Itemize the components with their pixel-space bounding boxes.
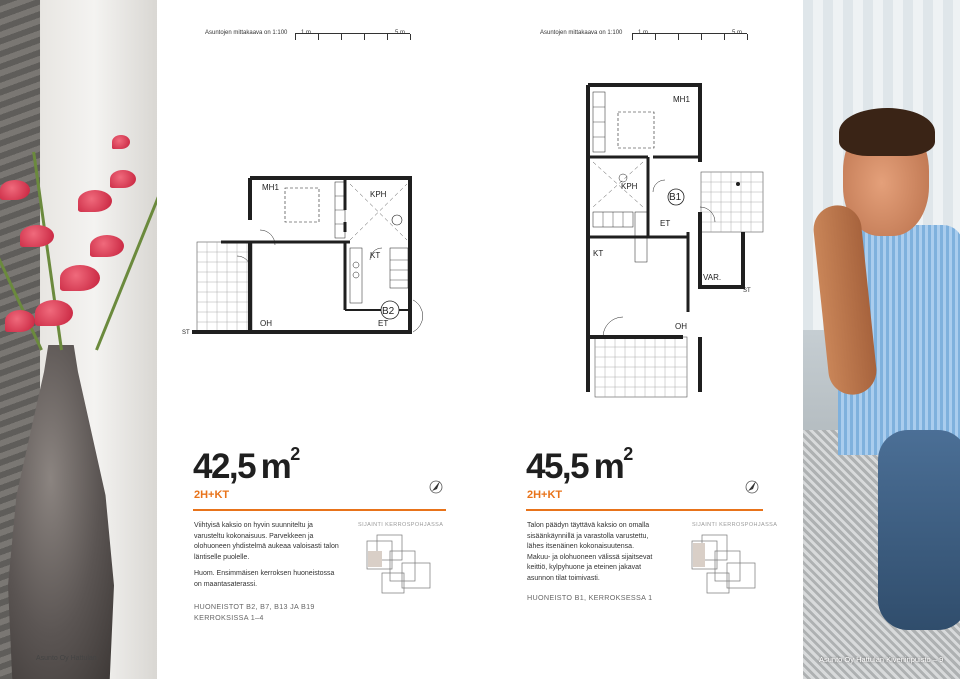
apartments-b: HUONEISTO B1, KERROKSESSA 1 (527, 593, 653, 602)
location-label-b: SIJAINTI KERROSPOHJASSA (692, 522, 778, 528)
room-et-b: ET (660, 219, 671, 228)
footer-page-number: Asunto Oy Hattulan Kiveninpuisto – 9 (819, 655, 944, 664)
location-key-plan-b (687, 533, 762, 598)
scale-bar-a (295, 33, 410, 40)
room-st-b: ST (743, 288, 751, 294)
location-label-a: SIJAINTI KERROSPOHJASSA (358, 522, 444, 528)
room-st-a: ST (182, 330, 190, 336)
room-et-a: ET (378, 319, 389, 328)
compass-icon (428, 477, 444, 495)
compass-icon (744, 477, 760, 495)
apartment-type-a: 2H+KT (194, 489, 230, 501)
area-a: 42,5 $m^2$ (193, 444, 301, 486)
room-b2-a: B2 (382, 306, 395, 317)
apartment-type-b: 2H+KT (527, 489, 563, 501)
scale-bar-b (632, 33, 747, 40)
orange-rule-a (193, 509, 446, 511)
room-var-b: VAR. (703, 273, 722, 282)
room-oh-a: OH (260, 319, 272, 328)
room-mh1-b: MH1 (673, 95, 690, 104)
room-oh-b: OH (675, 322, 687, 331)
room-kph-a: KPH (370, 190, 387, 199)
apartments-a: HUONEISTOT B2, B7, B13 JA B19 KERROKSISSA 1–4 (194, 602, 315, 622)
room-kt-b: KT (593, 249, 604, 258)
scale-mark-1m-b: 1 m (638, 30, 649, 36)
interior-photo-vase (0, 0, 157, 679)
photo-man-on-phone (803, 0, 960, 679)
scale-label-b: Asuntojen mittakaava on 1:100 (540, 30, 623, 36)
scale-mark-1m-a: 1 m (301, 30, 312, 36)
location-key-plan-a (362, 533, 437, 598)
area-b: 45,5 $m^2$ (526, 444, 634, 486)
description-b: Talon päädyn täyttävä kaksio on omalla sisäänkäynnillä ja varastolla varustettu, lähes itsenäinen kokonaisuutensa. Makuu- ja olohuoneen välissä sijaitsevat keittiö, kylpyhuone ja eteinen jakavat asunnon tilat toimivasti. (527, 522, 653, 582)
orchid-flower (78, 190, 112, 212)
room-kph-b: KPH (621, 182, 638, 191)
scale-mark-5m-b: 5 m (732, 30, 743, 36)
footer-left: Asunto Oy Hattulan (36, 655, 97, 662)
floor-plan-b (583, 82, 768, 397)
orange-rule-b (526, 509, 763, 511)
description-a: Viihtyisä kaksio on hyvin suunniteltu ja varusteltu kokonaisuus. Parvekkeen ja olohuoneen yhdistelmä aukeaa valoisasti talon läntiselle puolelle. Huom. Ensimmäisen kerroksen huoneistossa on maantasaterassi. (194, 522, 339, 588)
room-mh1-a: MH1 (262, 183, 279, 192)
scale-label-a: Asuntojen mittakaava on 1:100 (205, 30, 288, 36)
scale-mark-5m-a: 5 m (395, 30, 406, 36)
floor-plan-a (182, 170, 425, 340)
room-b1-b: B1 (669, 192, 682, 203)
room-kt-a: KT (370, 251, 381, 260)
